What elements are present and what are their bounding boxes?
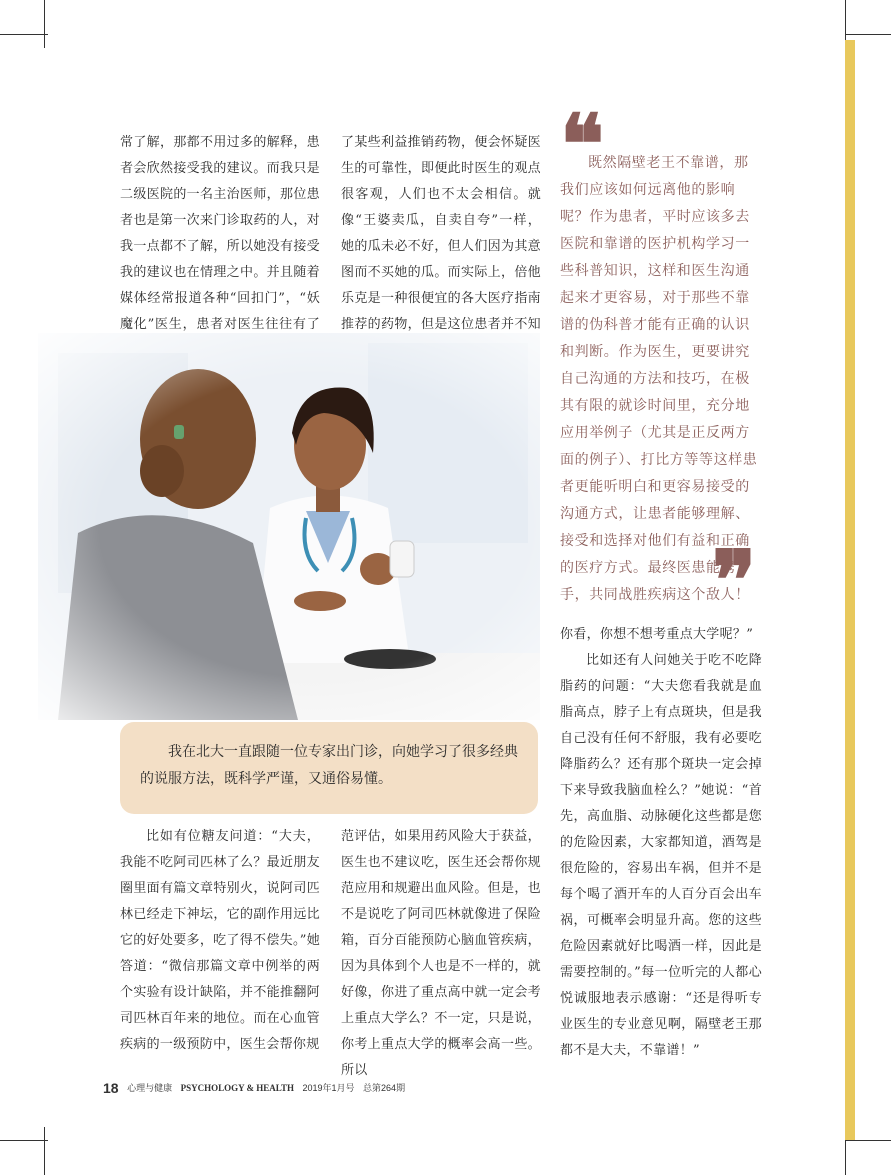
highlight-callout xyxy=(120,722,538,814)
paragraph: 范评估，如果用药风险大于获益，医生也不建议吃，医生还会帮你规范应用和规避出血风险。但是，也不是说吃了阿司匹林就像进了保险箱，百分百能预防心脑血管疾病，因为具体到个人也是不一样的，就好像，你进了重点高中就一定会考上重点大学么？不一定，只是说，你考上重点大学的概率会高一些。所以 xyxy=(341,829,541,1078)
crop-mark-tl-v xyxy=(44,0,45,48)
crop-mark-br-h xyxy=(845,1140,891,1141)
page-number: 18 xyxy=(103,1080,119,1096)
paragraph: 了某些利益推销药物，便会怀疑医生的可靠性，即便此时医生的观点很客观，人们也不太会相信。就像“王婆卖瓜，自卖自夸”一样，她的瓜未必不好，但人们因为其意图而不买她的瓜。而实际上，倍他乐克是一种很便宜的各大医疗指南推荐的药物，但是这位患者并不知 xyxy=(341,135,541,332)
page-footer xyxy=(103,1080,411,1096)
article-column-1-bottom xyxy=(120,824,320,1058)
open-quote-icon: ❝ xyxy=(560,97,605,193)
paragraph: 比如有位糖友问道：“大夫，我能不吃阿司匹林了么？最近朋友圈里面有篇文章特别火，说阿司匹林已经走下神坛，它的副作用远比它的好处要多，吃了得不偿失。”她答道：“微信那篇文章中例举的两个实验有设计缺陷，并不能推翻阿司匹林百年来的地位。而在心血管疾病的一级预防中，医生会帮你规 xyxy=(120,829,320,1052)
photo-vignette xyxy=(38,333,540,720)
article-column-2-bottom xyxy=(341,824,541,1084)
paragraph: 你看，你想不想考重点大学呢？” xyxy=(560,627,754,642)
magazine-name-cn: 心理与健康 xyxy=(127,1083,173,1093)
issue-date: 2019年1月号 xyxy=(302,1083,355,1093)
close-quote-icon: ❞ xyxy=(712,533,757,629)
paragraph: 常了解，那都不用过多的解释，患者会欣然接受我的建议。而我只是二级医院的一名主治医师，那位患者也是第一次来门诊取药的人，对我一点都不了解，所以她没有接受我的建议也在情理之中。并且随着媒体经常报道各种“回扣门”，“妖魔化”医生，患者对医生往往有了 xyxy=(120,135,320,332)
issue-serial: 总第264期 xyxy=(363,1083,406,1093)
callout-text: 我在北大一直跟随一位专家出门诊，向她学习了很多经典的说服方法，既科学严谨，又通俗易懂。 xyxy=(140,744,518,787)
crop-mark-tr-h xyxy=(845,34,891,35)
crop-mark-tl-h xyxy=(0,34,48,35)
magazine-name-en: PSYCHOLOGY & HEALTH xyxy=(180,1083,294,1093)
article-column-3 xyxy=(560,622,762,1064)
crop-mark-bl-v xyxy=(44,1127,45,1175)
doctor-patient-photo xyxy=(38,333,540,720)
pull-quote-text: 既然隔壁老王不靠谱，那我们应该如何远离他的影响呢？作为患者，平时应该多去医院和靠谱的医护机构学习一些科普知识，这样和医生沟通起来才更容易，对于那些不靠谱的伪科普才能有正确的认识和判断。作为医生，更要讲究自己沟通的方法和技巧，在极其有限的就诊时间里，充分地应用举例子（尤其是正反两方面的例子）、打比方等等这样患者更能听明白和更容易接受的沟通方式，让患者能够理解、接受和选择对他们有益和正确的医疗方式。最终医患能携手，共同战胜疾病这个敌人！ xyxy=(560,155,758,603)
page-edge-bar xyxy=(845,40,855,1140)
paragraph: 比如还有人问她关于吃不吃降脂药的问题：“大夫您看我就是血脂高点，脖子上有点斑块，但是我自己没有任何不舒服，我有必要吃降脂药么？还有那个斑块一定会掉下来导致我脑血栓么？”她说：“首先，高血脂、动脉硬化这些都是您的危险因素，大家都知道，酒驾是很危险的，容易出车祸，但并不是每个喝了酒开车的人百分百会出车祸，可概率会明显升高。您的这些危险因素就好比喝酒一样，因此是需要控制的。”每一位听完的人都心悦诚服地表示感谢：“还是得听专业医生的专业意见啊，隔壁老王那都不是大夫，不靠谱！” xyxy=(560,653,762,1058)
crop-mark-bl-h xyxy=(0,1140,48,1141)
article-column-2-top xyxy=(341,130,541,364)
